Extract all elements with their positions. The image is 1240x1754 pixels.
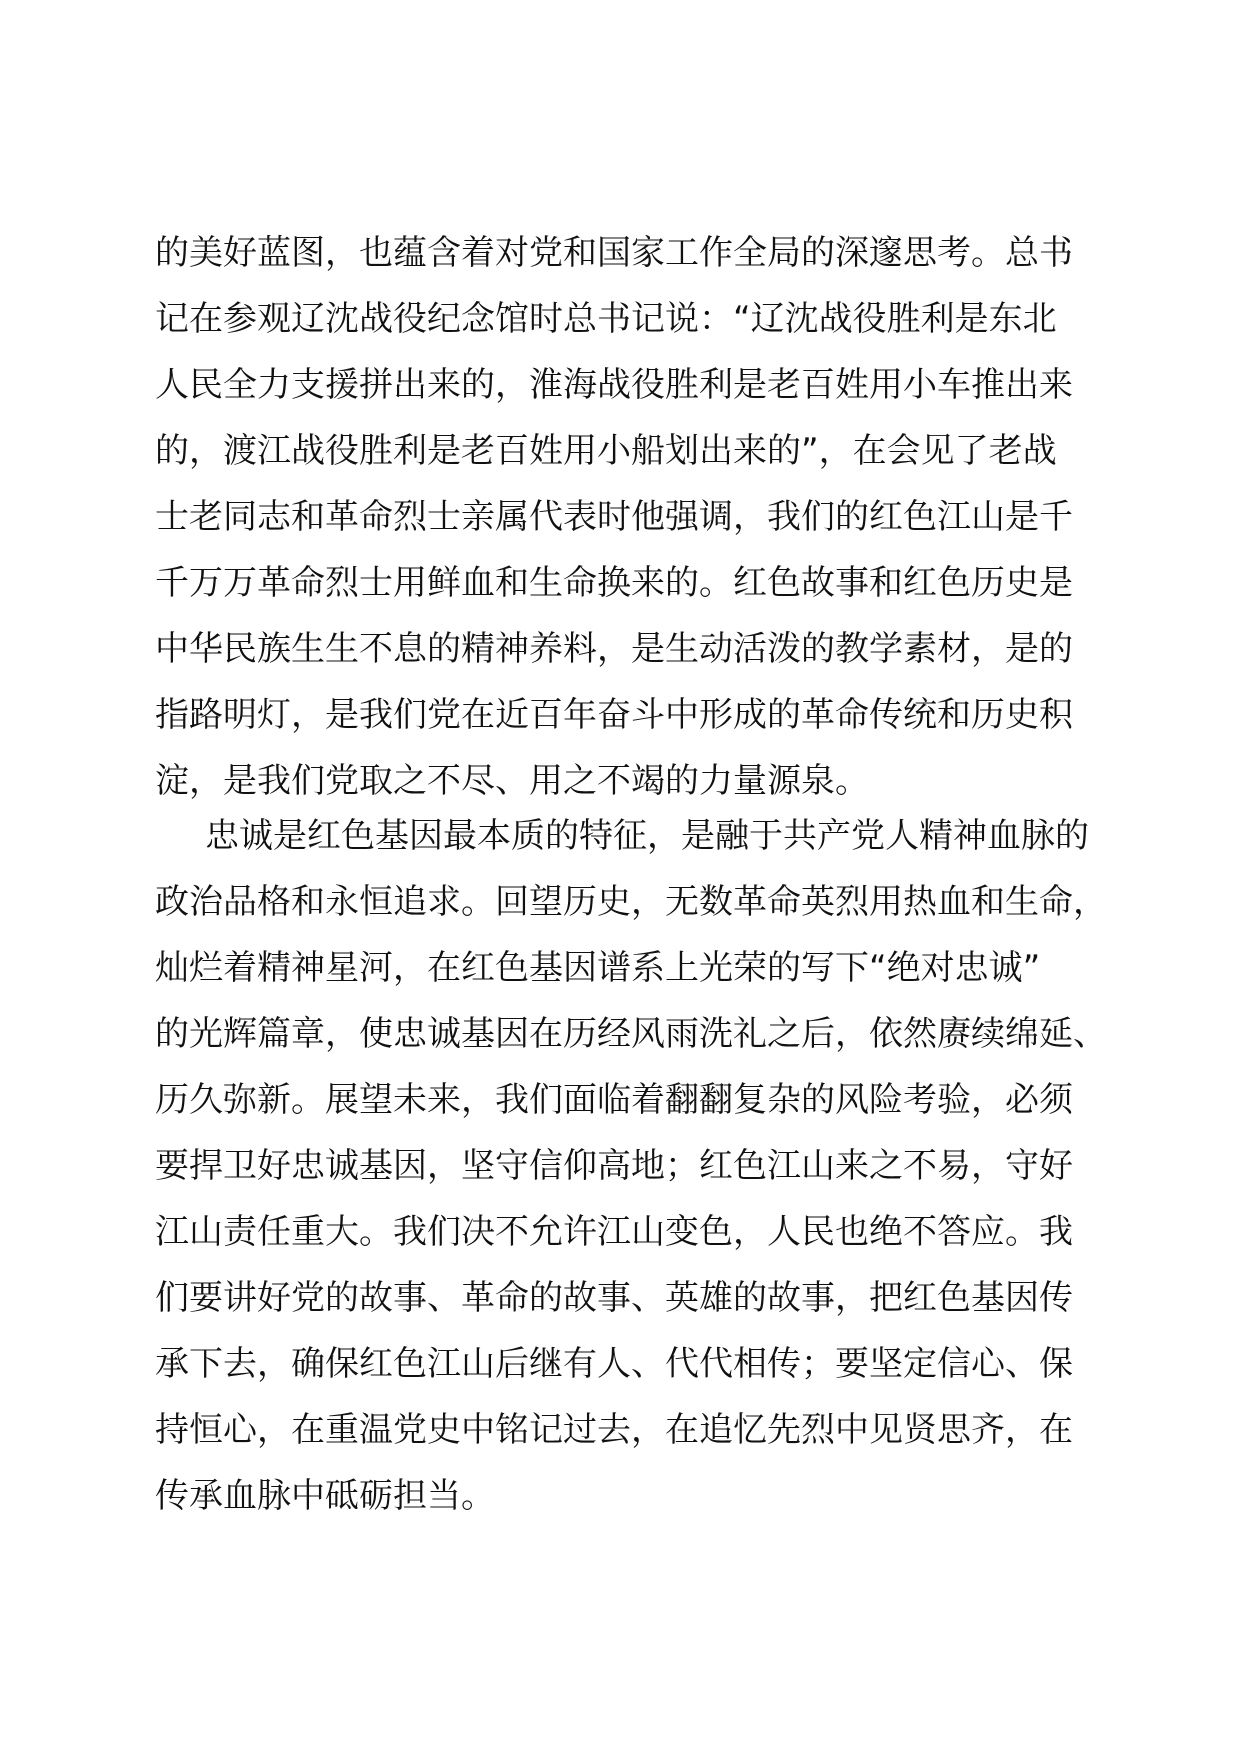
paragraph-line: 记在参观辽沈战役纪念馆时总书记说：“辽沈战役胜利是东北	[155, 299, 1057, 339]
paragraph-line: 传承血脉中砥砺担当。	[155, 1476, 495, 1516]
paragraph-line: 淀，是我们党取之不尽、用之不竭的力量源泉。	[155, 761, 869, 801]
paragraph-line: 士老同志和革命烈士亲属代表时他强调，我们的红色江山是千	[155, 497, 1073, 537]
paragraph-line: 中华民族生生不息的精神养料，是生动活泼的教学素材，是的	[155, 629, 1073, 669]
paragraph-line: 江山责任重大。我们决不允许江山变色，人民也绝不答应。我	[155, 1212, 1073, 1252]
paragraph-line: 的光辉篇章，使忠诚基因在历经风雨洗礼之后，依然赓续绵延、	[155, 1014, 1107, 1054]
paragraph-line: 灿烂着精神星河，在红色基因谱系上光荣的写下“绝对忠诚”	[155, 948, 1041, 988]
paragraph-line: 千万万革命烈士用鲜血和生命换来的。红色故事和红色历史是	[155, 563, 1073, 603]
paragraph-line: 历久弥新。展望未来，我们面临着翻翻复杂的风险考验，必须	[155, 1080, 1073, 1120]
paragraph-line: 要捍卫好忠诚基因，坚守信仰高地；红色江山来之不易，守好	[155, 1146, 1073, 1186]
paragraph-line: 的，渡江战役胜利是老百姓用小船划出来的”，在会见了老战	[155, 431, 1057, 471]
paragraph-1	[155, 220, 1115, 814]
paragraph-line: 指路明灯，是我们党在近百年奋斗中形成的革命传统和历史积	[155, 695, 1073, 735]
paragraph-line: 政治品格和永恒追求。回望历史，无数革命英烈用热血和生命，	[155, 882, 1107, 922]
paragraph-line: 们要讲好党的故事、革命的故事、英雄的故事，把红色基因传	[155, 1278, 1073, 1318]
paragraph-line: 持恒心，在重温党史中铭记过去，在追忆先烈中见贤思齐，在	[155, 1410, 1073, 1450]
paragraph-line: 人民全力支援拼出来的，淮海战役胜利是老百姓用小车推出来	[155, 365, 1073, 405]
paragraph-line: 承下去，确保红色江山后继有人、代代相传；要坚定信心、保	[155, 1344, 1073, 1384]
paragraph-2	[155, 803, 1115, 1529]
paragraph-line: 忠诚是红色基因最本质的特征，是融于共产党人精神血脉的	[205, 816, 1089, 856]
paragraph-line: 的美好蓝图，也蕴含着对党和国家工作全局的深邃思考。总书	[155, 233, 1073, 273]
